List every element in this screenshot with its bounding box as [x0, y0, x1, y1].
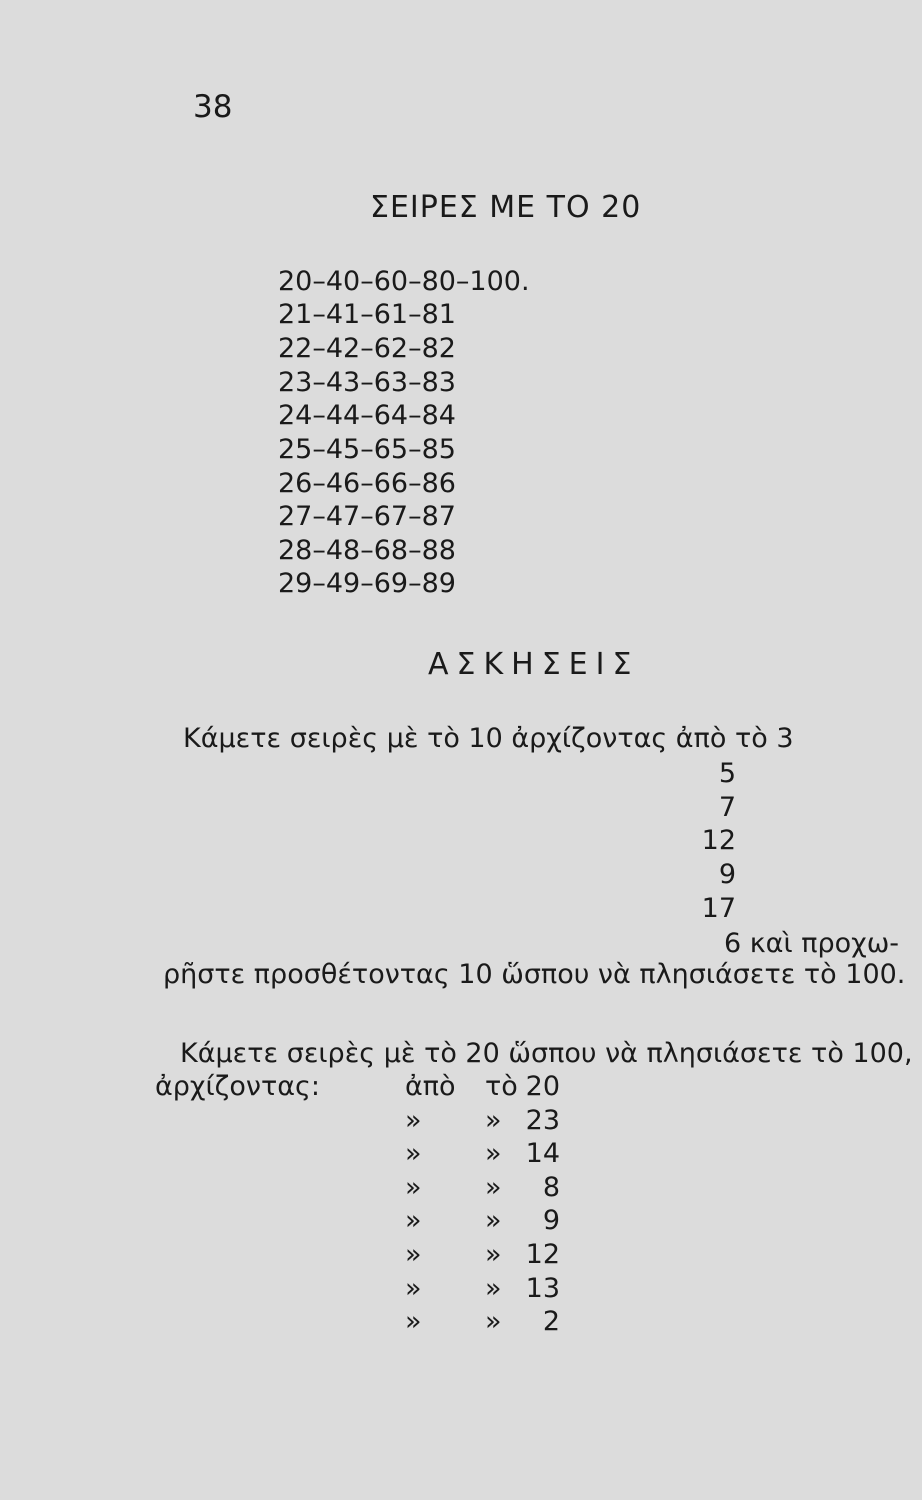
exercise1-start-value: 7	[718, 792, 736, 823]
series-line: 27–47–67–87	[278, 501, 456, 532]
row-word-a: ἀπὸ	[405, 1071, 456, 1102]
series-line: 20–40–60–80–100.	[278, 266, 530, 297]
series-line: 23–43–63–83	[278, 367, 456, 398]
row-value: 23	[525, 1105, 560, 1136]
series-line: 21–41–61–81	[278, 299, 456, 330]
exercise1-start-value: 9	[718, 859, 736, 890]
series-line: 28–48–68–88	[278, 535, 456, 566]
page-number: 38	[193, 89, 233, 125]
row-ditto-a: »	[405, 1306, 422, 1337]
page-title: ΣΕΙΡΕΣ ΜΕ ΤΟ 20	[370, 190, 642, 225]
row-ditto-b: »	[485, 1273, 502, 1304]
series-line: 26–46–66–86	[278, 468, 456, 499]
row-ditto-a: »	[405, 1138, 422, 1169]
row-ditto-a: »	[405, 1105, 422, 1136]
row-ditto-a: »	[405, 1273, 422, 1304]
row-ditto-a: »	[405, 1205, 422, 1236]
row-value: 14	[525, 1138, 560, 1169]
row-ditto-b: »	[485, 1239, 502, 1270]
exercise1-end-line: 6 καὶ προχω-	[724, 928, 900, 959]
exercise2-line1: Κάμετε σειρὲς μὲ τὸ 20 ὥσπου νὰ πλησιάσετε τὸ 100,	[180, 1038, 913, 1069]
row-ditto-b: »	[485, 1172, 502, 1203]
row-value: 2	[542, 1306, 560, 1337]
series-line: 24–44–64–84	[278, 400, 456, 431]
exercise2-label: ἀρχίζοντας:	[155, 1071, 320, 1102]
series-line: 29–49–69–89	[278, 568, 456, 599]
row-ditto-b: »	[485, 1205, 502, 1236]
row-ditto-b: »	[485, 1138, 502, 1169]
row-value: 8	[542, 1172, 560, 1203]
row-ditto-b: »	[485, 1306, 502, 1337]
row-ditto-b: »	[485, 1105, 502, 1136]
series-line: 25–45–65–85	[278, 434, 456, 465]
exercise1-last-line: ρῆστε προσθέτοντας 10 ὥσπου νὰ πλησιάσετε τὸ 100.	[163, 959, 906, 990]
exercises-heading: ΑΣΚΗΣΕΙΣ	[428, 647, 640, 682]
exercise1-intro: Κάμετε σειρὲς μὲ τὸ 10 ἀρχίζοντας ἀπὸ τὸ 3	[183, 723, 794, 754]
row-value: 12	[525, 1239, 560, 1270]
row-value: 13	[525, 1273, 560, 1304]
row-value: 20	[525, 1071, 560, 1102]
series-line: 22–42–62–82	[278, 333, 456, 364]
exercise1-start-value: 12	[701, 825, 736, 856]
exercise1-start-value: 17	[701, 893, 736, 924]
row-word-b: τὸ	[485, 1071, 518, 1102]
row-ditto-a: »	[405, 1239, 422, 1270]
row-value: 9	[542, 1205, 560, 1236]
row-ditto-a: »	[405, 1172, 422, 1203]
exercise1-start-value: 5	[718, 758, 736, 789]
